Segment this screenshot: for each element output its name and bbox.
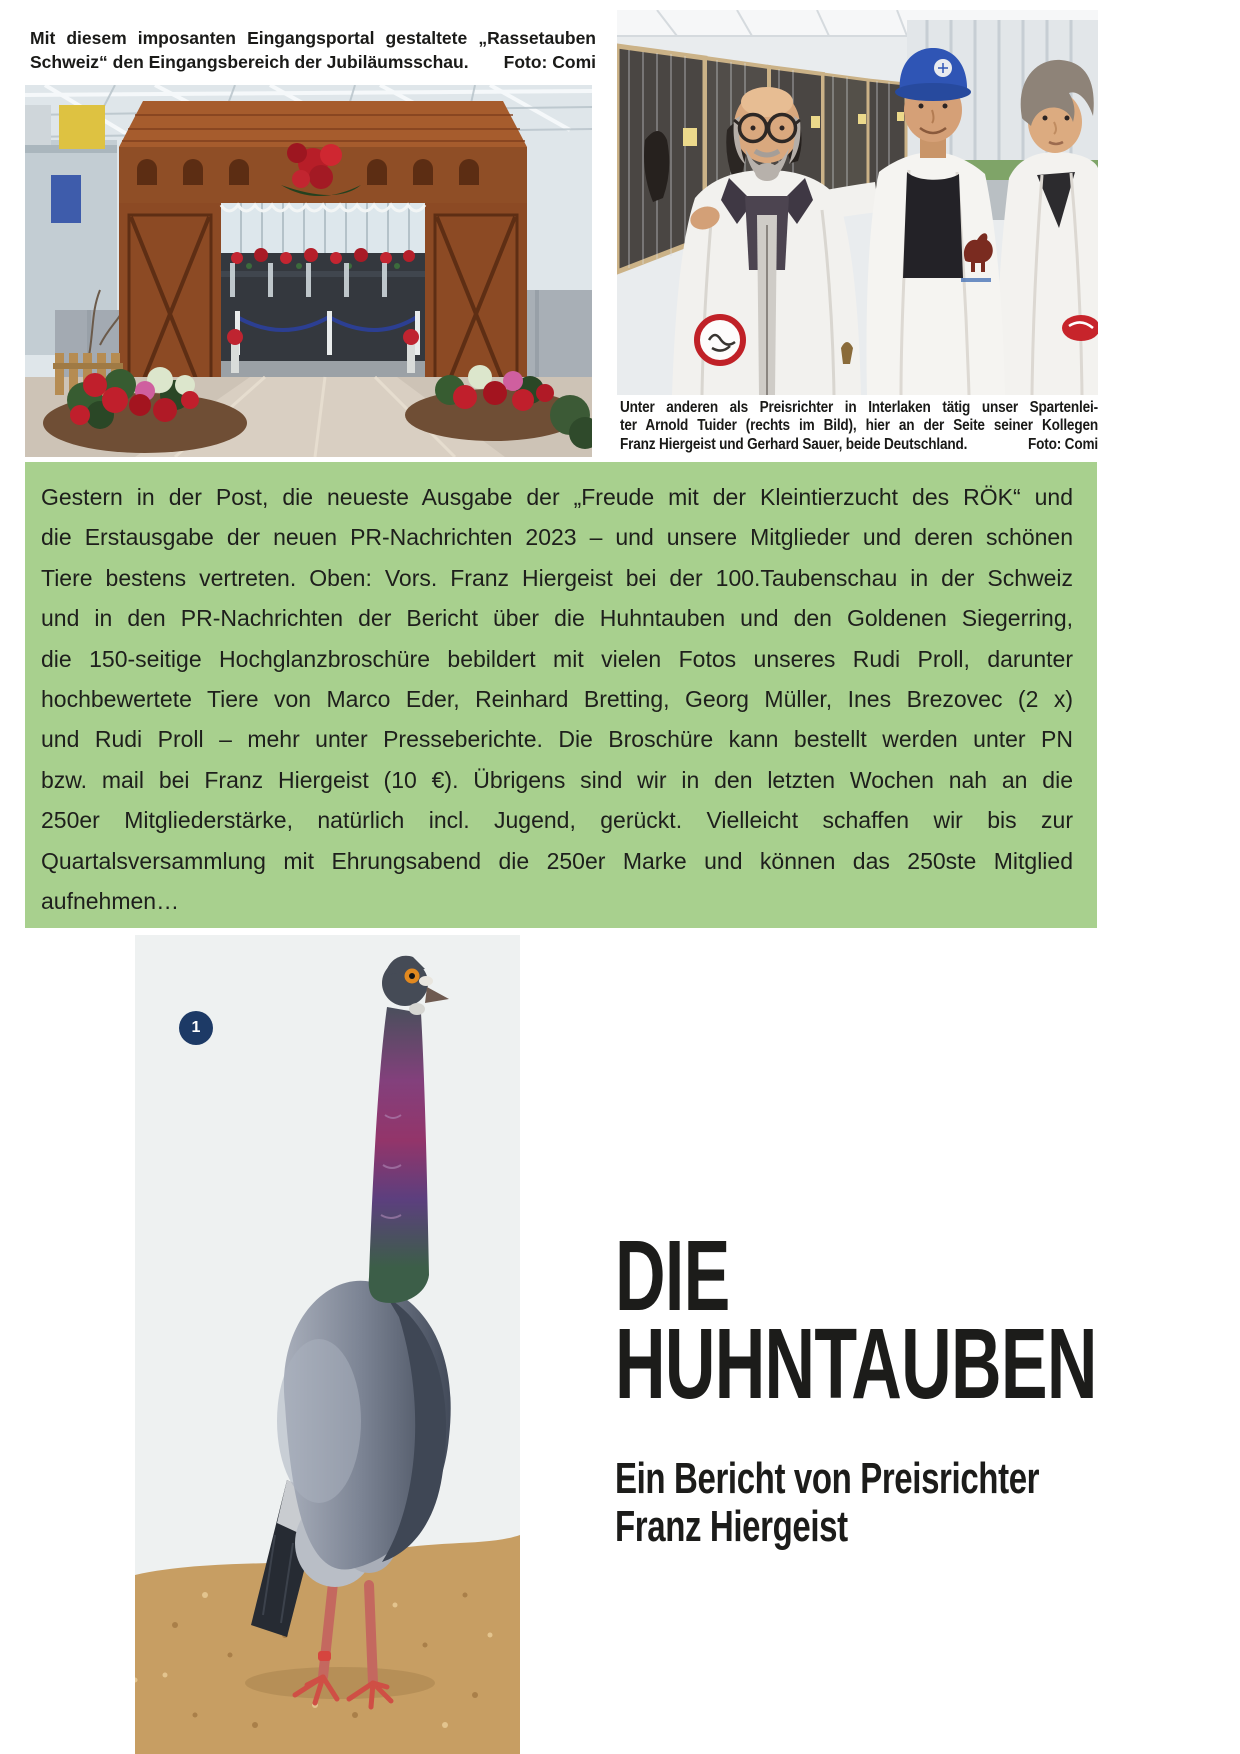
announcement-line: und in den PR-Nachrichten der Bericht über die Huhntauben und den Goldenen Siegerring, [41, 605, 1073, 632]
announcement-line: die 150-seitige Hochglanzbroschüre bebildert mit vielen Fotos unseres Rudi Proll, darunter [41, 645, 1073, 672]
right-photo-caption-line3 [620, 436, 1098, 454]
judges-photo [617, 10, 1098, 395]
right-photo-caption-text: Franz Hiergeist und Gerhard Sauer, beide Deutschland. [620, 435, 968, 453]
portal-photo [25, 85, 592, 457]
left-photo-caption-text: Schweiz“ den Eingangsbereich der Jubiläumsschau. [30, 52, 469, 72]
announcement-line: 250er Mitgliederstärke, natürlich incl. Jugend, gerückt. Vielleicht schaffen wir bis zur [41, 807, 1073, 834]
leg-ring [318, 1651, 331, 1661]
article-subtitle-line1: Ein Bericht von Preisrichter [615, 1454, 1040, 1503]
article-subtitle-line2: Franz Hiergeist [615, 1502, 848, 1551]
portal-photo-illustration [25, 85, 592, 457]
announcement-line: Quartalsversammlung mit Ehrungsabend die 250er Marke und können das 250ste Mitglied [41, 847, 1073, 874]
blue-sign [51, 175, 81, 223]
left-photo-caption-line1: Mit diesem imposanten Eingangsportal gestaltete „Rassetauben [30, 28, 596, 48]
announcement-line: Tiere bestens vertreten. Oben: Vors. Franz Hiergeist bei der 100.Taubenschau in der Schweiz [41, 564, 1073, 591]
pigeon-photo-illustration [135, 935, 520, 1754]
right-photo-caption-line2: ter Arnold Tuider (rechts im Bild), hier an der Seite seiner Kollegen [620, 417, 1098, 435]
judges-photo-illustration [617, 10, 1098, 395]
announcement-line: die Erstausgabe der neuen PR-Nachrichten 2023 – und unsere Mitglieder und deren schönen [41, 524, 1073, 551]
announcement-line: aufnehmen… [41, 888, 180, 915]
article-title [615, 1220, 1240, 1420]
left-photo-caption-line2 [30, 50, 596, 74]
dark-shirt [903, 172, 963, 278]
announcement-line: Gestern in der Post, die neueste Ausgabe der „Freude mit der Kleintierzucht des RÖK“ und [41, 484, 1073, 510]
photo-number-badge: 1 [179, 1011, 213, 1045]
announcement-block [25, 462, 1097, 928]
article-subtitle [615, 1455, 1181, 1551]
left-photo-credit: Foto: Comi [503, 52, 596, 72]
pigeon-photo [135, 935, 520, 1754]
bird-shadow [245, 1667, 435, 1699]
right-photo-caption [620, 399, 1098, 454]
left-photo-caption [30, 26, 596, 74]
yellow-sign [59, 105, 105, 149]
article-title-line2: HUHNTAUBEN [615, 1308, 1097, 1420]
portal-opening [221, 203, 425, 377]
right-photo-caption-line1: Unter anderen als Preisrichter in Interlaken tätig unser Spartenlei- [620, 399, 1098, 416]
announcement-line: und Rudi Proll – mehr unter Presseberichte. Die Broschüre kann bestellt werden unter PN [41, 726, 1073, 753]
article-title-line1: DIE [615, 1220, 730, 1332]
beak-cere [419, 976, 433, 986]
announcement-line: bzw. mail bei Franz Hiergeist (10 €). Übrigens sind wir in den letzten Wochen nah an die [41, 766, 1073, 793]
right-photo-credit: Foto: Comi [1027, 435, 1098, 453]
announcement-line: hochbewertete Tiere von Marco Eder, Reinhard Bretting, Georg Müller, Ines Brezovec (2 x) [41, 686, 1073, 713]
